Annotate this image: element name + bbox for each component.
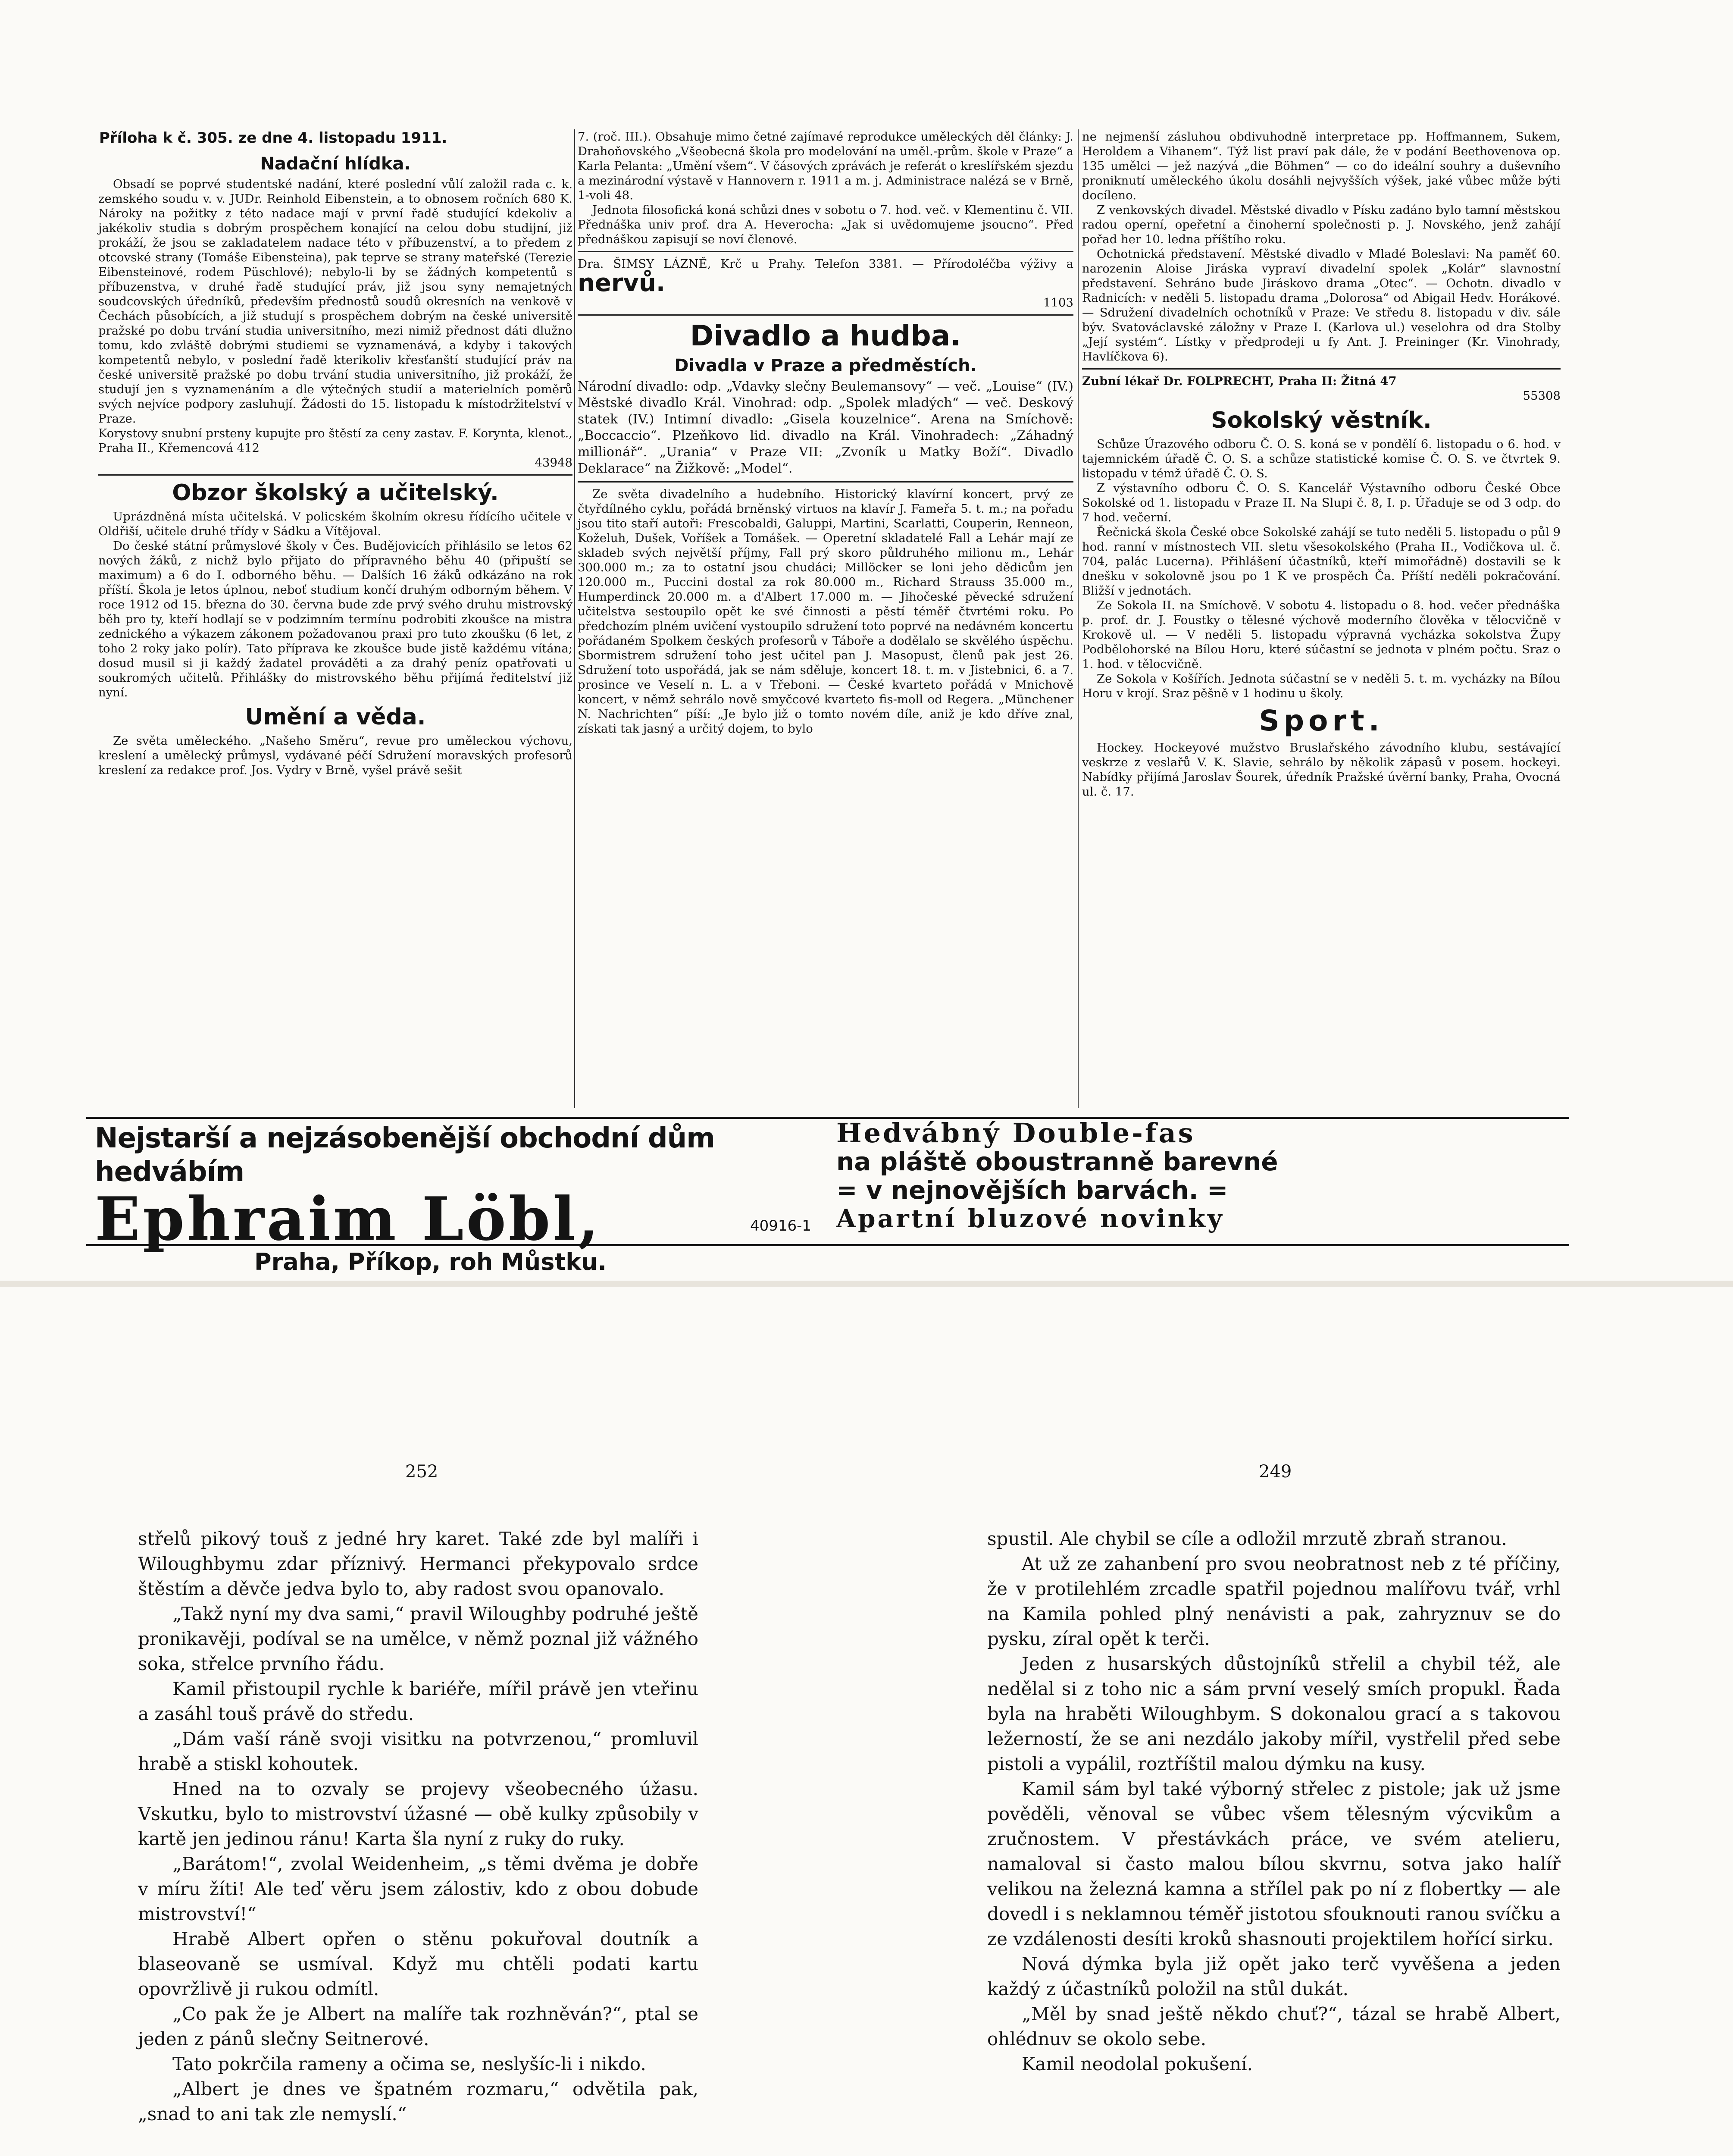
advertisement: Korystovy snubní prsteny kupujte pro štěstí za ceny zastav. F. Korynta, klenot., Praha II., Křemencová 412 [98, 426, 572, 455]
article-paragraph: Ze světa divadelního a hudebního. Historický klavírní koncert, prvý ze čtyřdílného cyklu, pořádá brněnský virtuos na klavír J. Fameřa 5. t. m.; na pořadu jsou tito staří autoři: Frescobaldi, Galuppi, Martini, Scarlatti, Couperin, Renneon, Koželuh, Dušek, Voříšek a Tomášek. — Operetní skladatelé Fall a Lehár mají ze skladeb svých největší příjmy, Fall prý skoro půldruhého milionu m., Lehár 300.000 m.; za to ostatní jsou chudáci; Millöcker se loni jeho dědicům jen 120.000 m., Puccini dostal za rok 80.000 m., Richard Strauss 35.000 m., Humperdinck 20.000 m. a d'Albert 17.000 m. — Jihočeské pěvecké sdružení učitelstva sestoupilo opět ke své činnosti a pěstí téměř čtvrtémi roku. Po předchozím plném uvičení vystoupilo sdružení toto poprvé na nedávném koncertu pořádaném Spolkem českých profesorů v Táboře a dodělalo se skvělého úspěchu. Sbormistrem sdružení toho jest učitel pan J. Masopust, členů pak jest 26. Sdružení toto uspořádá, jak se nám sděluje, koncert 18. t. m. v Jistebnici, 6. a 7. prosince ve Veselí n. L. a v Třeboni. — České kvarteto pořádá v Mnichově koncert, v němž sehrálo nově smyčcové kvarteto fis-moll od Regera. „Münchener N. Nachrichten“ píší: „Je bylo již o tomto novém díle, aniž je kdo dříve znal, získati tak jasný a určitý dojem, to bylo [578, 487, 1073, 736]
banner-number: 40916-1 [750, 1217, 812, 1235]
divider [578, 481, 1073, 483]
novel-paragraph: Kamil neodolal pokušení. [1022, 2053, 1253, 2075]
novel-page-right [987, 1526, 1561, 2077]
novel-paragraph: At už ze zahanbení pro svou neobratnost neb z té příčiny, že v protilehlém zrcadle spatřil pojednou malířovu tvář, vrhl na Kamila pohled plný nenávisti a pak, zahryznuv se do pysku, zíral opět k terči. [987, 1553, 1561, 1649]
novel-paragraph: Jeden z husarských důstojníků střelil a chybil též, ale nedělal si z toho nic a sám první veselý smích propukl. Řada byla na hraběti Wiloughbym. S dokonalou grací a s takovou ležerností, že se ani nezdálo jakoby mířil, vystřelil před sebe pistoli a vypálil, roztříštil malou dýmku na kusy. [987, 1653, 1561, 1774]
novel-paragraph: střelů pikový touš z jedné hry karet. Také zde byl malíři i Wiloughbymu zdar příznivý. Hermanci překypovalo srdce štěstím a děvče jedva bylo to, aby radost svou opanovalo. [138, 1528, 698, 1599]
page-number-right: 249 [1259, 1462, 1292, 1482]
article-paragraph: Ze Sokola v Košířích. Jednota súčastní se v neděli 5. t. m. vycházky na Bílou Horu v krojí. Sraz pěšně v 1 hodinu u školy. [1082, 672, 1561, 700]
banner-line: = v nejnovějších barvách. = [836, 1175, 1228, 1205]
novel-paragraph: „Takž nyní my dva sami,“ pravil Wiloughby podruhé ještě pronikavěji, podíval se na umělce, v němž poznal již vážného soka, střelce prvního řádu. [138, 1603, 698, 1674]
newspaper-column-3 [1082, 129, 1561, 799]
article-paragraph: Ze světa uměleckého. „Našeho Směru“, revue pro uměleckou výchovu, kreslení a umělecký průmysl, vydávané péčí Sdružení moravských profesorů kreslení za redakce prof. Jos. Vydry v Brně, vyšel právě sešit [98, 734, 572, 777]
article-paragraph: Uprázdněná místa učitelská. V policském školním okresu řídícího učitele v Oldřiší, učitele druhé třídy v Sádku a Vítějoval. [98, 510, 572, 538]
banner-line: na pláště oboustranně barevné [836, 1147, 1278, 1176]
banner-company-name: Ephraim Löbl, [95, 1184, 601, 1254]
banner-left [95, 1122, 828, 1275]
novel-page-left [138, 1526, 698, 2127]
page-fold [0, 1281, 1733, 1287]
article-paragraph: Ze Sokola II. na Smíchově. V sobotu 4. listopadu o 8. hod. večer přednáška p. prof. dr. J. Foustky o tělesné výchově moderního člověka v tělocvičně v Krokově ul. — V neděli 5. listopadu výpravná vycházka sokolstva Župy Podbělohorské na Bílou Horu, které súčastní se jednota v plném počtu. Sraz o 1. hod. v tělocvičně. [1082, 599, 1561, 671]
ad-number: 1103 [1043, 296, 1073, 310]
advertisement [578, 257, 1073, 295]
novel-paragraph: Hrabě Albert opřen o stěnu pokuřoval doutník a blaseovaně se usmíval. Když mu chtěli podati kartu opovržlivě ji rukou odmítl. [138, 1928, 698, 1999]
ad-highlight: nervů. [578, 269, 666, 297]
article-paragraph: ne nejmenší zásluhou obdivuhodně interpretace pp. Hoffmannem, Sukem, Heroldem a Vihanem“. Týž list praví pak dále, že v podání Beethovenova op. 135 umělci — jež nazývá „die Böhmen“ — co do ideální souhry a duševního proniknutí uměleckého úkolu dosáhli nejvyšších výšek, jaké vůbec může býti docíleno. [1082, 130, 1561, 202]
subsection-heading: Divadla v Praze a předměstích. [674, 356, 977, 376]
novel-paragraph: „Barátom!“, zvolal Weidenheim, „s těmi dvěma je dobře v míru žíti! Ale teď věru jsem zálostiv, kdo z obou dobude mistrovství!“ [138, 1853, 698, 1924]
article-paragraph: Z venkovských divadel. Městské divadlo v Písku zadáno bylo tamní městskou radou operní, opeřetní a činoherní společnosti p. J. Novského, jenž zahájí pořad her 10. ledna příštího roku. [1082, 203, 1561, 246]
banner-heading: Nejstarší a nejzásobenější obchodní dům hedvábím [95, 1122, 715, 1188]
theatre-program: Národní divadlo: odp. „Vdavky slečny Beulemansovy“ — več. „Louise“ (IV.) Městské divadlo Král. Vinohrad: odp. „Spolek mladých“ — več. Deskový statek (IV.) Intimní divadlo: „Gisela kouzelnice“. Arena na Smíchově: „Boccaccio“. Plzeňkovo lid. divadlo na Král. Vinohradech: „Záhadný millionář“. „Urania“ v Praze VII: „Zvoník u Matky Boží“. Divadlo Deklarace“ na Žižkově: „Model“. [578, 379, 1073, 476]
novel-paragraph: Kamil přistoupil rychle k bariéře, mířil právě jen vteřinu a zasáhl touš právě do středu. [138, 1678, 698, 1724]
article-paragraph: Do české státní průmyslové školy v Čes. Budějovicích přihlásilo se letos 62 nových žáků, z nichž bylo přijato do přípravného běhu 40 (připuští se maximum) a 6 do I. odborného běhu. — Dalších 16 žáků odkázáno na rok příští. Škola je letos úplnou, neboť studium končí druhým odborným během. V roce 1912 od 15. března do 30. června bude zde prvý svého druhu mistrovský běh pro ty, kteří hodlají se v podzimním termínu podrobiti zkoušce na mistra zednického a výkazem zákonem požadovanou praxi pro tuto zkoušku (6 let, z toho 2 roky jako polír). Tato příprava ke zkoušce bude jistě každému vítána; dosud musil si ji každý žadatel prováděti a za drahý peníz opatřovati u soukromých učitelů. Přihlášky do mistrovského běhu přijímá ředitelství již nyní. [98, 539, 572, 699]
novel-paragraph: spustil. Ale chybil se cíle a odložil mrzutě zbraň stranou. [987, 1528, 1507, 1549]
section-heading: Sport. [1259, 704, 1384, 737]
newspaper-column-2 [578, 129, 1073, 736]
advertisement: Zubní lékař Dr. FOLPRECHT, Praha II: Žitná 47 [1082, 374, 1397, 388]
article-paragraph: Z výstavního odboru Č. O. S. Kancelář Výstavního odboru České Obce Sokolské od 1. listopadu v Praze II. Na Slupi č. 8, I. p. Úřaduje se od 3 odp. do 7 hod. večerní. [1082, 481, 1561, 524]
novel-paragraph: „Co pak že je Albert na malíře tak rozhněván?“, ptal se jeden z pánů slečny Seitnerové. [138, 2003, 698, 2049]
article-paragraph: Schůze Úrazového odboru Č. O. S. koná se v pondělí 6. listopadu o 6. hod. v tajemnickém úřadě Č. O. S. a schůze statistické komise Č. O. S. ve čtvrtek 9. listopadu v témž úřadě Č. O. S. [1082, 437, 1561, 480]
ad-text: Dra. ŠIMSY LÁZNĚ, Krč u Prahy. Telefon 3381. — Přírodoléčba výživy a [578, 257, 1073, 271]
banner-line: Hedvábný Double-fas [836, 1117, 1195, 1149]
advertisement-banner [86, 1117, 1569, 1275]
article-paragraph: Ochotnická představení. Městské divadlo v Mladé Boleslavi: Na paměť 60. narozenin Aloise Jiráska vypraví divadelní spolek „Kolár“ slavnostní představení. Sehráno bude Jiráskovo drama „Otec“. — Ochotn. divadlo v Radnicích: v neděli 5. listopadu drama „Dolorosa“ od Abigail Hedv. Horákové. — Sdružení divadelních ochotníků v Praze: Ve středu 8. listopadu v div. sále býv. Svatováclavské záložny v Praze I. (Karlova ul.) veselohra od dra Stolby „Její systém“. Lístky v předprodeji u fy Ant. J. Preininger (Kr. Vinohrady, Havlíčkova 6). [1082, 247, 1561, 364]
ad-number: 55308 [1523, 389, 1561, 403]
page-number-left: 252 [405, 1462, 438, 1482]
article-paragraph: Hockey. Hockeyové mužstvo Bruslařského závodního klubu, sestávající veskrze z veslařů V. K. Slavie, sehrálo by několik zápasů v posem. hockeyi. Nabídky přijímá Jaroslav Šourek, úředník Pražské úvěrní banky, Praha, Ovocná ul. č. 17. [1082, 741, 1561, 799]
section-heading: Sokolský věstník. [1211, 407, 1432, 433]
divider [1082, 368, 1561, 370]
divider [578, 251, 1073, 252]
article-paragraph: Jednota filosofická koná schůzi dnes v sobotu o 7. hod. več. v Klementinu č. VII. Přednáška univ prof. dra A. Heverocha: „Jak si uvědomujeme jsoucno“. Před přednáškou zapisují se noví členové. [578, 203, 1073, 246]
banner-right [836, 1119, 1565, 1233]
novel-paragraph: „Měl by snad ještě někdo chuť?“, tázal se hrabě Albert, ohlédnuv se okolo sebe. [987, 2003, 1561, 2049]
column-rule [1078, 129, 1079, 1108]
divider [578, 314, 1073, 316]
divider [98, 474, 572, 476]
supplement-header: Příloha k č. 305. ze dne 4. listopadu 1911. [99, 129, 447, 147]
novel-paragraph: Hned na to ozvaly se projevy všeobecného úžasu. Vskutku, bylo to mistrovství úžasné — obě kulky způsobily v kartě jen jedinou ránu! Karta šla nyní z ruky do ruky. [138, 1778, 698, 1849]
column-rule [574, 129, 575, 1108]
ad-number: 43948 [535, 456, 572, 470]
article-paragraph: 7. (roč. III.). Obsahuje mimo četné zajímavé reprodukce uměleckých děl články: J. Drahoňovského „Všeobecná škola pro modelování na uměl.-prům. škole v Praze“ a Karla Pelanta: „Umění všem“. V čásových zprávách je referát o kreslířském sjezdu a mezinárodní výstavě v Hannovern r. 1911 a m. j. Administrace nalézá se v Brně, 1-voli 48. [578, 130, 1073, 202]
section-heading: Umění a věda. [245, 704, 426, 730]
novel-paragraph: Nová dýmka byla již opět jako terč vyvěšena a jeden každý z účastníků položil na stůl dukát. [987, 1953, 1561, 1999]
section-heading: Divadlo a hudba. [690, 319, 961, 352]
article-paragraph: Řečnická škola České obce Sokolské zahájí se tuto neděli 5. listopadu o půl 9 hod. ranní v místnostech VII. sletu všesokolského (Praha II., Vodičkova ul. č. 704, palác Lucerna). Přihlášení účastníků, kteří mimořádně) dostavili se k dnešku v sokolovně jsou po 1 K ve prospěch Ča. Příští neděli pokračování. Bližší v jednotách. [1082, 525, 1561, 598]
novel-paragraph: Kamil sám byl také výborný střelec z pistole; jak už jsme pověděli, věnoval se vůbec všem tělesným výcvikům a zručnostem. V přestávkách práce, ve svém atelieru, namaloval si často malou bílou skvrnu, sotva jako halíř velikou na železná kamna a střílel pak po ní z flobertky — ale dovedl i s neklamnou téměř jistotou sfouknouti ranou svíčku a ze vzdálenosti desíti kroků shasnouti projektilem hořící sirku. [987, 1778, 1561, 1949]
novel-paragraph: „Albert je dnes ve špatném rozmaru,“ odvětila pak, „snad to ani tak zle nemyslí.“ [138, 2078, 698, 2125]
banner-address: Praha, Příkop, roh Můstku. [254, 1248, 607, 1275]
banner-line: Apartní bluzové novinky [836, 1204, 1224, 1233]
article-paragraph: Obsadí se poprvé studentské nadání, které poslední vůlí založil rada c. k. zemského soudu v. v. JUDr. Reinhold Eibenstein, a to obnosem ročních 680 K. Nároky na požitky z této nadace mají v první řadě studující kdekoliv a jakékoliv studia s dobrým prospěchem konající na celou dobu studijní, již prokáží, že jsou se zakladatelem nadace této v příbuzenství, a to předem z otcovské strany (Tomáše Eibensteina), pak teprve se strany mateřské (Terezie Eibensteinové, rodem Püschlové); nebylo-li by se žádných kompetentů s příbuzenstva, v druhé řadě studující práv, již jsou syny nemajetných soudcovských úředníků, především přednostů soudů okresních na venkově v Čechách působících, a již studují s prospěchem dobrým na české universitě pražské po dobu trvání studia universitního, mezi nimiž přednost dáti dlužno tomu, kdo zvláště dobrými studiemi se vyznamenává, a kdyby i takových kompetentů nebylo, v poslední řadě kterikoliv křesťanští studující práv na české universitě pražské po dobu trvání studia universitního, již prokáží, že studují jen s vyznamenáním a dle výtečných studií a materielních poměrů svých nejvíce podpory zasluhují. Žádosti do 15. listopadu k místodržitelství v Praze. [98, 177, 572, 426]
novel-paragraph: Tato pokrčila rameny a očima se, neslyšíc-li i nikdo. [172, 2053, 646, 2075]
section-heading: Nadační hlídka. [260, 154, 411, 174]
novel-paragraph: „Dám vaší ráně svoji visitku na potvrzenou,“ promluvil hrabě a stiskl kohoutek. [138, 1728, 698, 1774]
section-heading: Obzor školský a učitelský. [172, 480, 499, 506]
newspaper-column-1 [98, 151, 572, 777]
